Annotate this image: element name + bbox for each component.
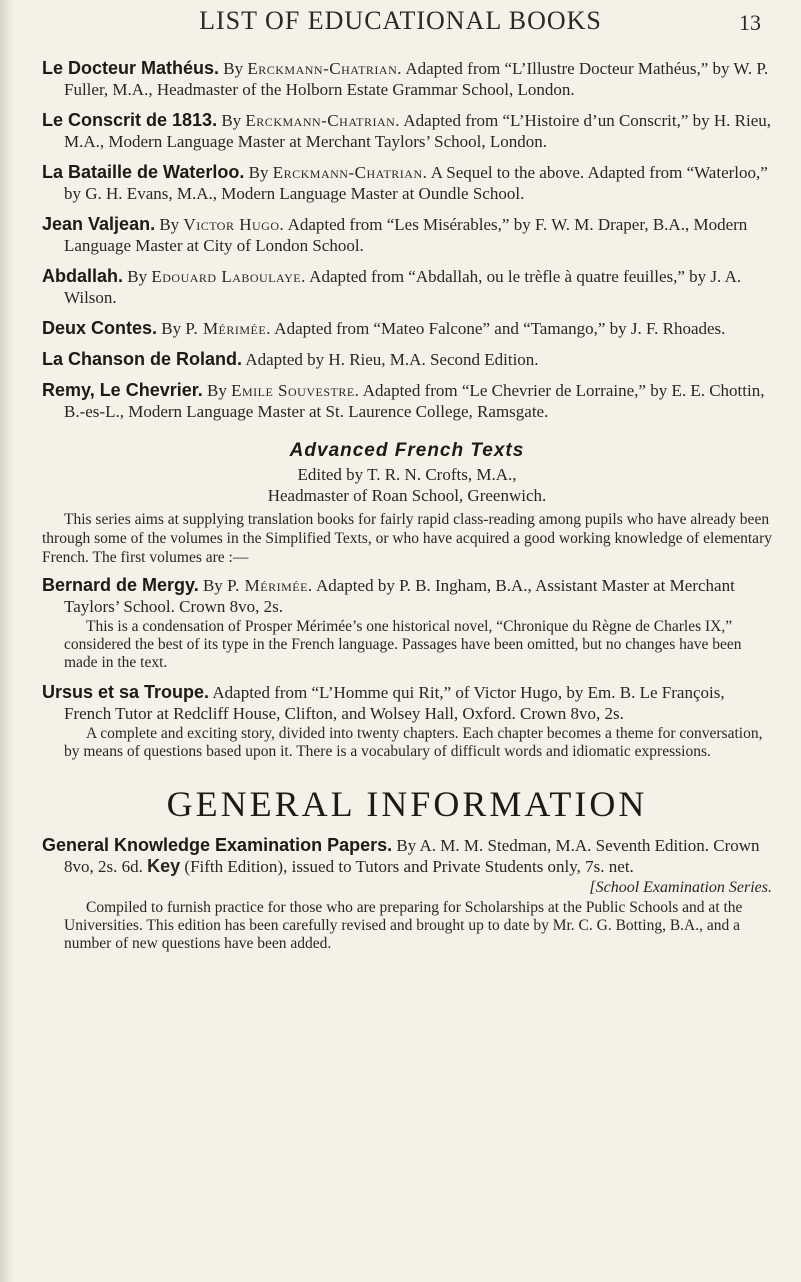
page-header: [0, 6, 801, 40]
book-description: Adapted from “L’Homme qui Rit,” of Victor Hugo, by Em. B. Le François, French Tutor at Redcliff House, Clifton, and Wolsey Hall, Oxford. Crown 8vo, 2s.: [64, 683, 725, 723]
book-author: Emile Souvestre.: [231, 381, 360, 400]
section-heading: Advanced French Texts: [289, 440, 525, 461]
book-author: Erckmann-Chatrian.: [247, 59, 403, 78]
book-description: By A. M. M. Stedman, M.A. Seventh Edition. Crown 8vo, 2s. 6d.: [64, 836, 760, 876]
book-author: Edouard Laboulaye.: [151, 267, 306, 286]
by-word: By: [161, 319, 182, 338]
book-author: P. Mérimée.: [227, 576, 313, 595]
book-entry: [42, 162, 772, 204]
book-entry: [42, 682, 772, 761]
book-title: Remy, Le Chevrier.: [42, 380, 203, 400]
editor-line: Edited by T. R. N. Crofts, M.A.,: [297, 465, 517, 484]
by-word: By: [207, 381, 227, 400]
series-intro: This series aims at supplying translation books for fairly rapid class-reading among pupils who have already been through some of the volumes in the Simplified Texts, or who have acquired a good working knowledge of elementary French. The first volumes are :—: [42, 511, 772, 566]
key-label: Key: [147, 856, 181, 876]
book-author: Victor Hugo.: [183, 215, 285, 234]
book-title: Le Conscrit de 1813.: [42, 110, 218, 130]
page-number: 13: [739, 10, 761, 35]
page-content: [42, 58, 772, 963]
book-title: Bernard de Mergy.: [42, 575, 199, 595]
book-note: Compiled to furnish practice for those who are preparing for Scholarships at the Public Schools and at the Universities. This edition has been carefully revised and brought up to date by Mr. C. G. Botting, B.A., and a number of new questions have been added.: [64, 899, 743, 952]
book-title: La Bataille de Waterloo.: [42, 162, 245, 182]
by-word: By: [221, 111, 242, 130]
book-description: A Sequel to the above. Adapted from “Waterloo,” by G. H. Evans, M.A., Modern Language Master at Oundle School.: [64, 163, 768, 203]
book-entry: [42, 110, 772, 152]
book-entry: [42, 58, 772, 100]
book-entry: [42, 266, 772, 308]
book-description: Adapted from “Mateo Falcone” and “Tamango,” by J. F. Rhoades.: [274, 319, 726, 338]
book-description: Adapted from “Le Chevrier de Lorraine,” by E. E. Chottin, B.-es-L., Modern Language Master at St. Laurence College, Ramsgate.: [64, 381, 765, 421]
running-title: LIST OF EDUCATIONAL BOOKS: [199, 6, 602, 35]
by-word: By: [223, 59, 244, 78]
book-title: La Chanson de Roland.: [42, 349, 243, 369]
book-entry: [42, 575, 772, 672]
book-title: General Knowledge Examination Papers.: [42, 835, 393, 855]
book-description: Adapted from “Les Misérables,” by F. W. M. Draper, B.A., Modern Language Master at City of London School.: [64, 215, 748, 255]
by-word: By: [248, 163, 269, 182]
book-description: Adapted by P. B. Ingham, B.A., Assistant Master at Merchant Taylors’ School. Crown 8vo, 2s.: [64, 576, 735, 616]
book-note: This is a condensation of Prosper Mérimée’s one historical novel, “Chronique du Règne de Charles IX,” considered the best of its type in the French language. Passages have been omitted, but no changes have been made in the text.: [64, 618, 742, 671]
book-author: Erckmann-Chatrian.: [245, 111, 401, 130]
book-description: Adapted by H. Rieu, M.A. Second Edition.: [245, 350, 539, 369]
book-entry: [42, 349, 772, 370]
editor-affiliation: Headmaster of Roan School, Greenwich.: [267, 486, 547, 505]
by-word: By: [202, 576, 223, 595]
book-title: Abdallah.: [42, 266, 124, 286]
book-title: Le Docteur Mathéus.: [42, 58, 220, 78]
book-entry: [42, 380, 772, 422]
book-description: Adapted from “L’Histoire d’un Conscrit,” by H. Rieu, M.A., Modern Language Master at Merchant Taylors’ School, London.: [64, 111, 772, 151]
by-word: By: [127, 267, 148, 286]
book-entry: [42, 214, 772, 256]
book-description: Adapted from “Abdallah, ou le trèfle à quatre feuilles,” by J. A. Wilson.: [64, 267, 742, 307]
book-entry: [42, 835, 772, 953]
book-title: Jean Valjean.: [42, 214, 156, 234]
page-gutter-shadow: [0, 0, 14, 1282]
book-description: Adapted from “L’Illustre Docteur Mathéus,” by W. P. Fuller, M.A., Headmaster of the Holborn Estate Grammar School, London.: [64, 59, 769, 99]
general-heading: GENERAL INFORMATION: [166, 784, 648, 824]
book-author: P. Mérimée.: [185, 319, 271, 338]
series-name: [School Examination Series.: [589, 879, 772, 896]
by-word: By: [159, 215, 180, 234]
key-description: (Fifth Edition), issued to Tutors and Private Students only, 7s. net.: [184, 857, 634, 876]
book-title: Ursus et sa Troupe.: [42, 682, 210, 702]
book-title: Deux Contes.: [42, 318, 158, 338]
book-note: A complete and exciting story, divided into twenty chapters. Each chapter becomes a theme for conversation, by means of questions based upon it. There is a vocabulary of difficult words and idiomatic expressions.: [64, 725, 763, 760]
book-entry: [42, 318, 772, 339]
book-author: Erckmann-Chatrian.: [272, 163, 428, 182]
